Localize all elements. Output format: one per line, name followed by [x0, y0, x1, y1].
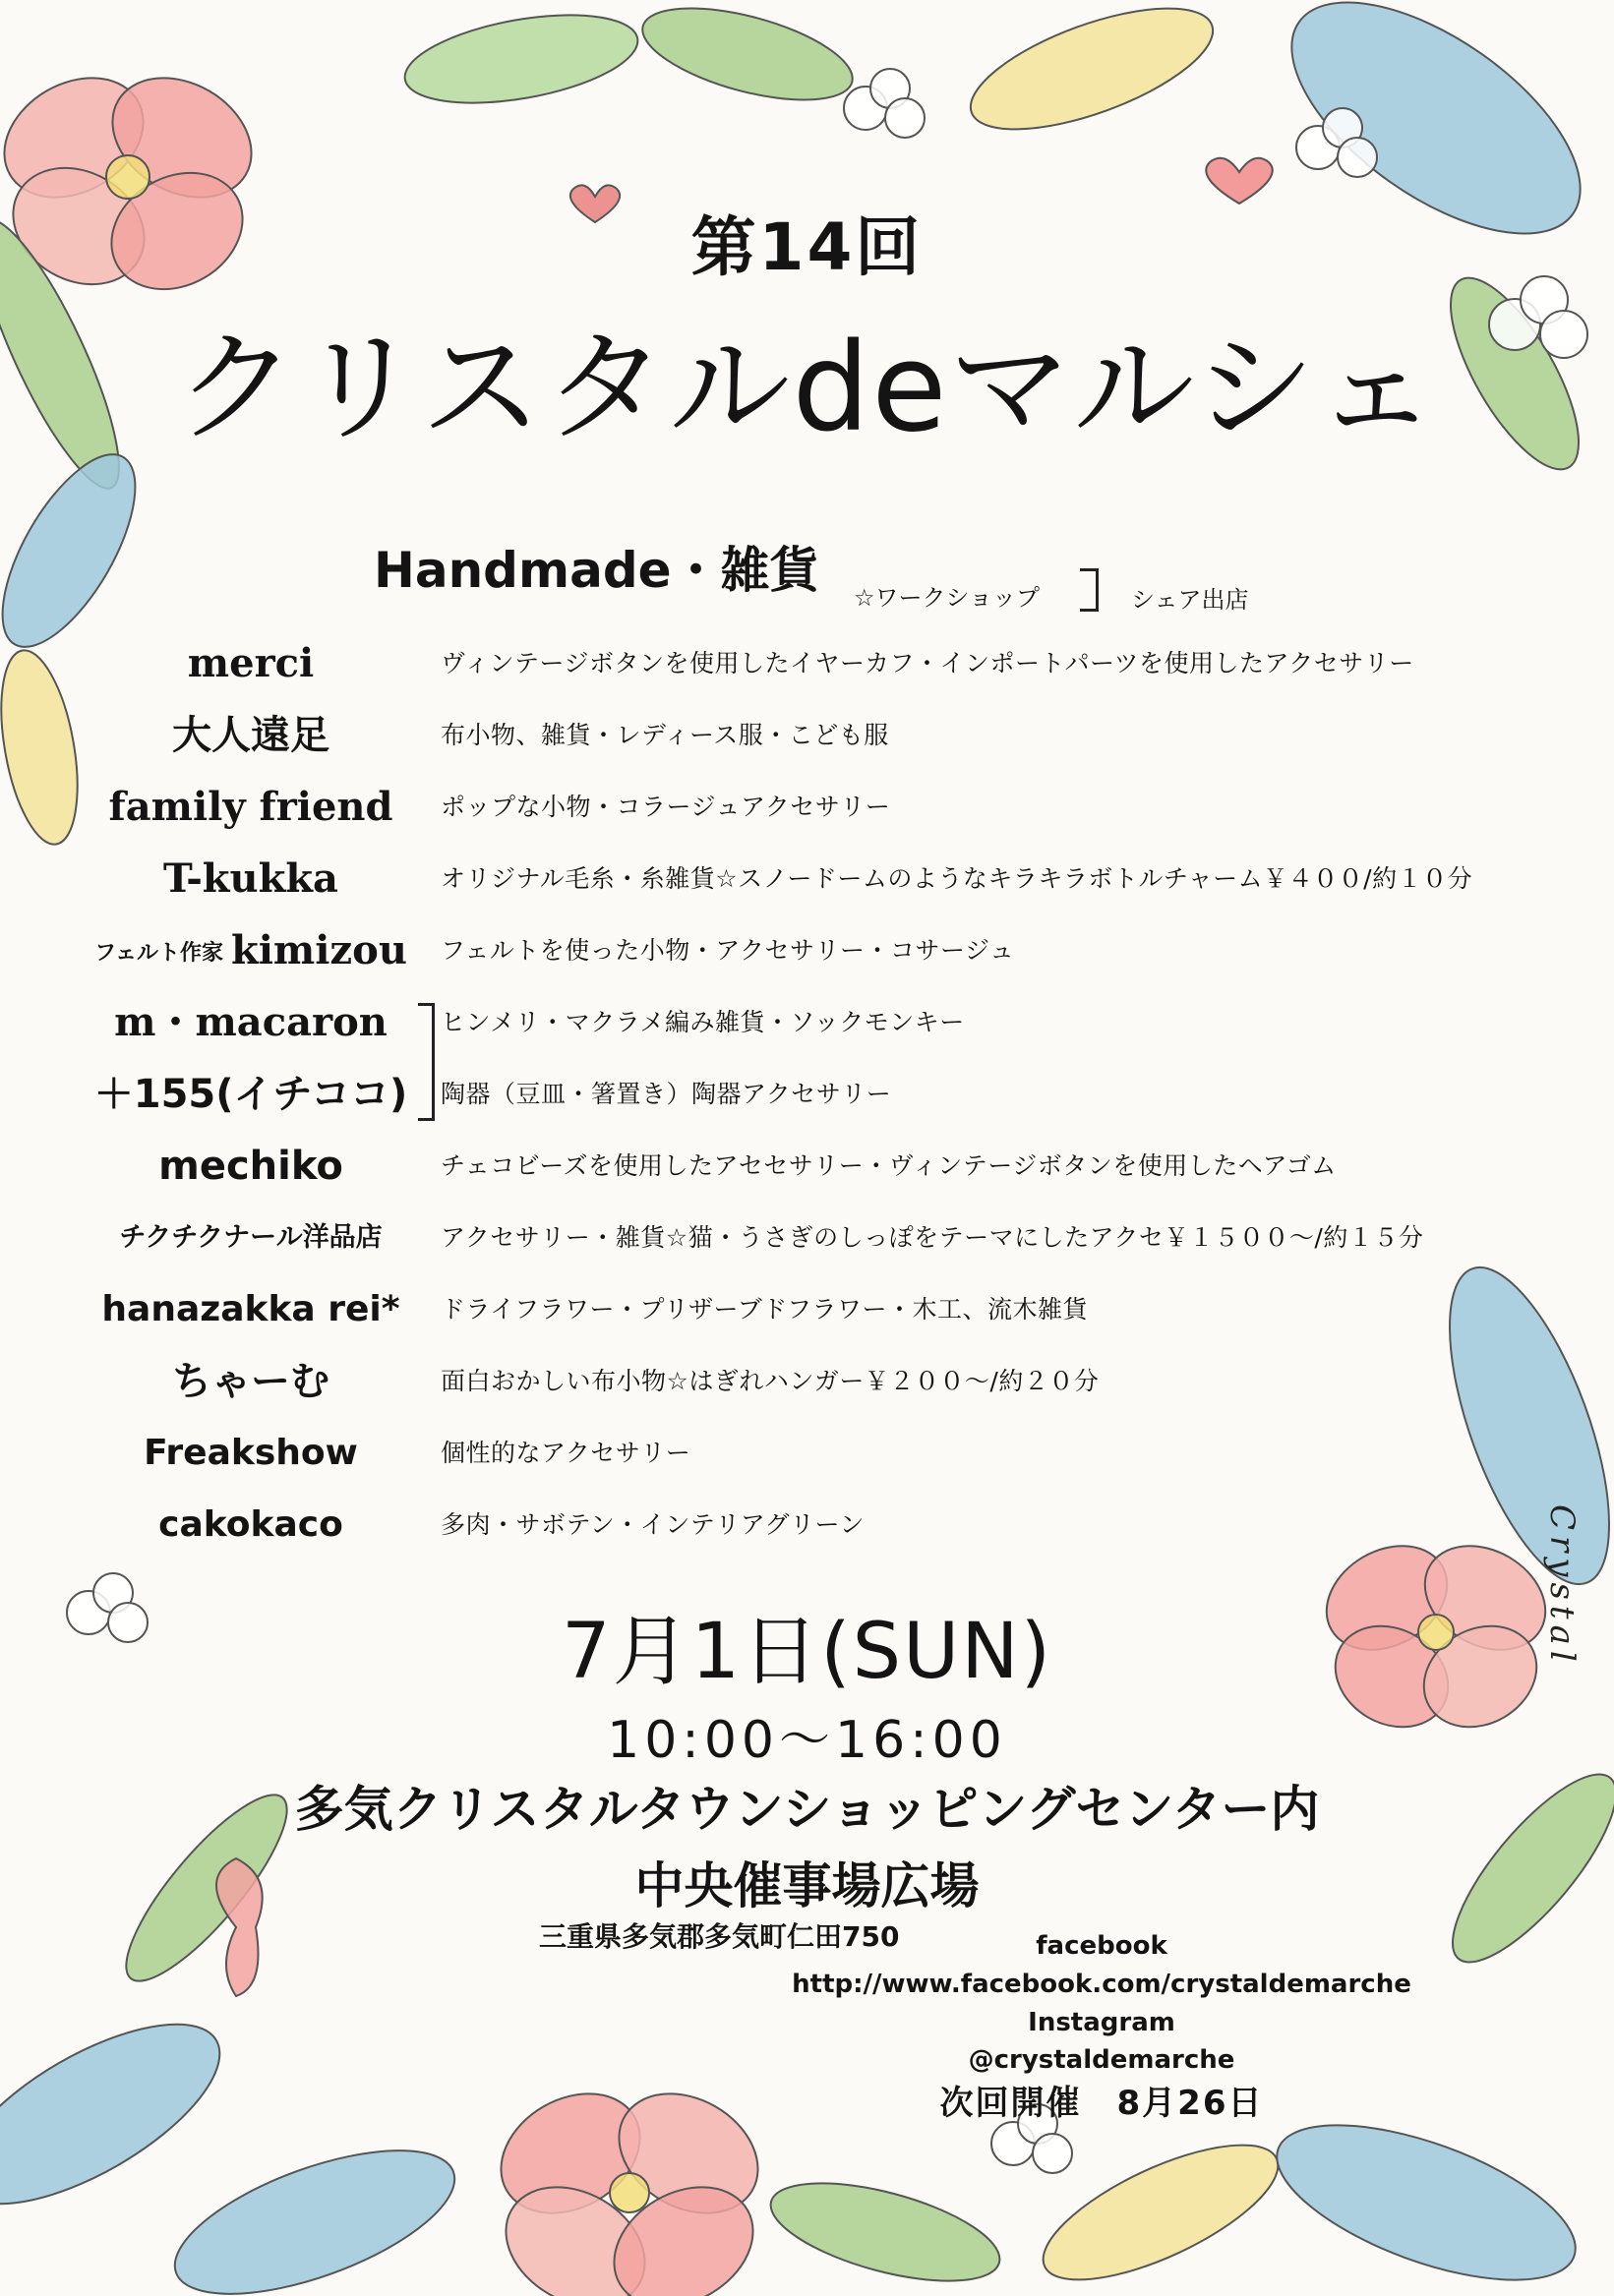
- instagram-label: Instagram: [1028, 2008, 1175, 2037]
- vendor-desc: チェコビーズを使用したアセセサリー・ヴィンテージボタンを使用したヘアゴム: [441, 1151, 1337, 1180]
- vendor-name: mechiko: [158, 1144, 343, 1189]
- workshop-label: ☆ワークショップ: [854, 584, 1041, 612]
- vendor-name: kimizou: [231, 927, 407, 973]
- vendor-name: cakokaco: [158, 1504, 343, 1545]
- vendor-name: Freakshow: [144, 1433, 358, 1473]
- vendor-desc: ヒンメリ・マクラメ編み雑貨・ソックモンキー: [441, 1008, 965, 1036]
- facebook-label: facebook: [1036, 1931, 1167, 1961]
- vendor-prefix: フェルト作家: [94, 941, 223, 966]
- signature: Crystal: [1542, 1504, 1582, 1668]
- vendor-name: 大人遠足: [172, 712, 329, 758]
- vendor-desc: 布小物、雑貨・レディース服・こども服: [441, 721, 889, 749]
- event-time: 10:00～16:00: [607, 1711, 1007, 1770]
- venue-line-2: 中央催事場広場: [634, 1857, 980, 1914]
- vendor-name: hanazakka rei*: [101, 1289, 400, 1329]
- vendor-desc: 面白おかしい布小物☆はぎれハンガー￥２００～/約２０分: [441, 1367, 1100, 1395]
- vendor-name: T-kukka: [163, 855, 338, 902]
- vendor-name: ちゃーむ: [172, 1359, 329, 1404]
- share-bracket: [1080, 568, 1099, 612]
- vendor-desc: 陶器（豆皿・箸置き）陶器アクセサリー: [441, 1080, 892, 1108]
- vendor-name: m・macaron: [114, 999, 388, 1045]
- venue-line-1: 多気クリスタルタウンショッピングセンター内: [294, 1781, 1320, 1838]
- vendor-desc: アクセサリー・雑貨☆猫・うさぎのしっぽをテーマにしたアクセ￥１５００～/約１５分: [441, 1223, 1424, 1252]
- vendor-bracket: [418, 1003, 435, 1121]
- next-event: 次回開催 8月26日: [939, 2084, 1264, 2123]
- vendor-name: merci: [187, 640, 315, 686]
- subtitle: Handmade・雑貨: [374, 542, 819, 599]
- share-label: シェア出店: [1131, 586, 1249, 614]
- vendor-desc: オリジナル毛糸・糸雑貨☆スノードームのようなキラキラボトルチャーム￥４００/約１０分: [441, 864, 1473, 893]
- address: 三重県多気郡多気町仁田750: [539, 1920, 900, 1953]
- vendor-name: family friend: [108, 784, 393, 830]
- vendor-desc: ヴィンテージボタンを使用したイヤーカフ・インポートパーツを使用したアクセサリー: [441, 649, 1414, 677]
- instagram-handle-link[interactable]: @crystaldemarche: [968, 2045, 1235, 2075]
- edition-label: 第14回: [690, 209, 924, 285]
- vendor-name: チクチクナール洋品店: [119, 1222, 383, 1253]
- vendor-desc: フェルトを使った小物・アクセサリー・コサージュ: [441, 936, 1015, 965]
- event-title: クリスタルdeマルシェ: [175, 318, 1439, 459]
- facebook-url-link[interactable]: http://www.facebook.com/crystaldemarche: [792, 1970, 1411, 1999]
- vendor-desc: ドライフラワー・プリザーブドフラワー・木工、流木雑貨: [441, 1295, 1089, 1324]
- vendor-desc: 多肉・サボテン・インテリアグリーン: [441, 1510, 866, 1539]
- vendor-name: ＋155(イチココ): [93, 1072, 408, 1117]
- event-date: 7月1日(SUN): [561, 1608, 1053, 1696]
- vendor-desc: 個性的なアクセサリー: [441, 1439, 691, 1467]
- vendor-name-row: [39, 926, 462, 978]
- vendor-desc: ポップな小物・コラージュアクセサリー: [441, 793, 891, 821]
